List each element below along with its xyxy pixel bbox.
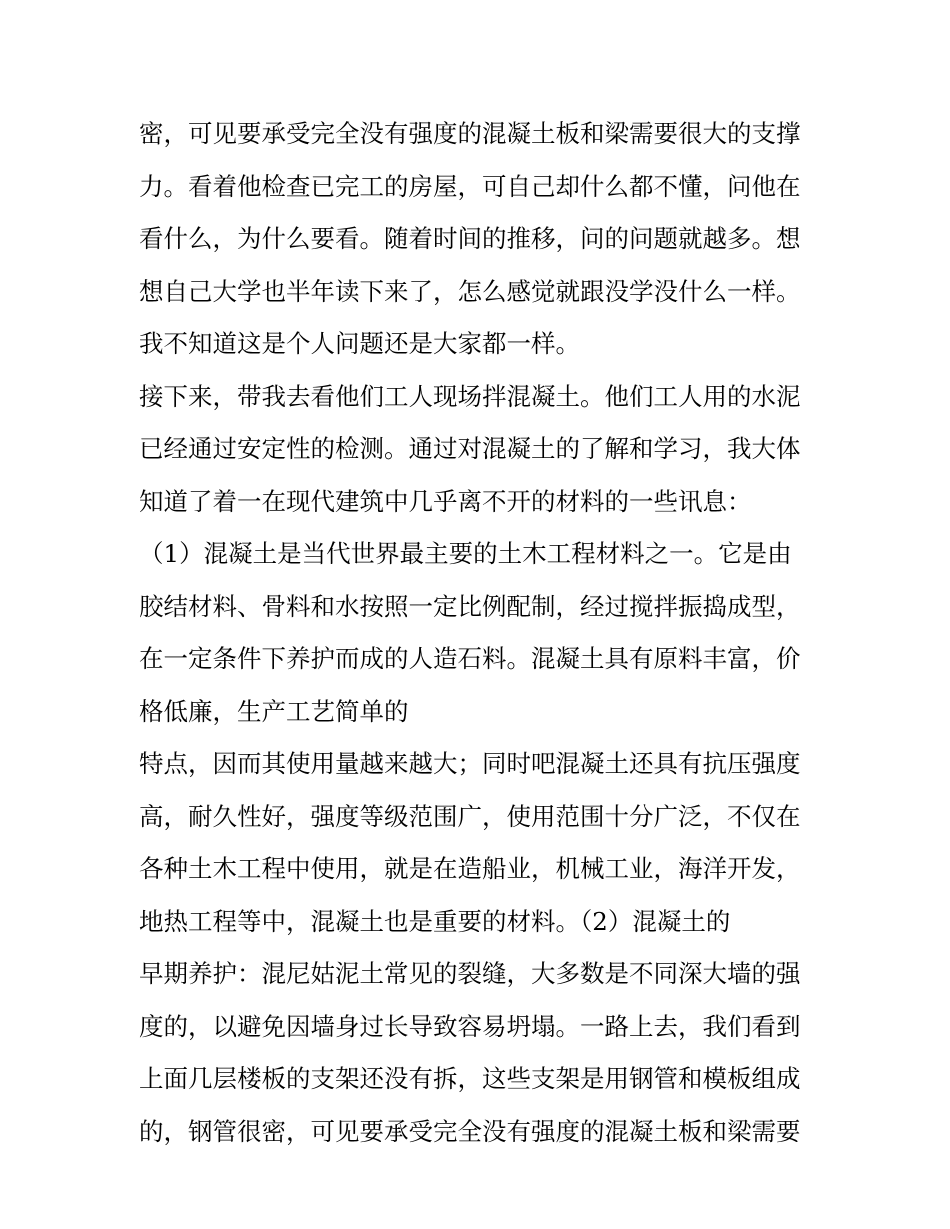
text-line: 接下来，带我去看他们工人现场拌混凝土。他们工人用的水泥: [139, 381, 801, 411]
text-line: 的，钢管很密，可见要承受完全没有强度的混凝土板和梁需要: [139, 1116, 801, 1146]
text-line: 特点，因而其使用量越来越大；同时吧混凝土还具有抗压强度: [139, 749, 801, 778]
text-line: 我不知道这是个人问题还是大家都一样。: [139, 329, 580, 358]
text-line: 看什么，为什么要看。随着时间的推移，问的问题就越多。想: [139, 224, 801, 253]
text-line: 格低廉，生产工艺简单的: [139, 696, 409, 726]
text-line: 在一定条件下养护而成的人造石料。混凝土具有原料丰富，价: [139, 644, 801, 673]
text-line: 想自己大学也半年读下来了，怎么感觉就跟没学没什么一样。: [139, 276, 801, 306]
text-line: 密，可见要承受完全没有强度的混凝土板和梁需要很大的支撑: [139, 119, 801, 148]
text-line: 已经通过安定性的检测。通过对混凝土的了解和学习，我大体: [139, 434, 801, 463]
text-line: 知道了着一在现代建筑中几乎离不开的材料的一些讯息：: [139, 486, 752, 516]
text-line: 地热工程等中，混凝土也是重要的材料。（2）混凝土的: [139, 906, 731, 936]
text-line: 早期养护：混尼姑泥土常见的裂缝，大多数是不同深大墙的强: [139, 959, 801, 988]
text-line: （1）混凝土是当代世界最主要的土木工程材料之一。它是由: [139, 539, 792, 568]
body-text: [139, 108, 819, 1158]
text-line: 各种土木工程中使用，就是在造船业，机械工业，海洋开发，: [139, 854, 801, 883]
text-line: 高，耐久性好，强度等级范围广，使用范围十分广泛，不仅在: [139, 801, 801, 831]
text-line: 上面几层楼板的支架还没有拆，这些支架是用钢管和模板组成: [139, 1064, 801, 1093]
text-line: 度的，以避免因墙身过长导致容易坍塌。一路上去，我们看到: [139, 1011, 801, 1041]
text-line: 力。看着他检查已完工的房屋，可自己却什么都不懂，问他在: [139, 171, 801, 201]
text-line: 胶结材料、骨料和水按照一定比例配制，经过搅拌振捣成型，: [139, 591, 801, 621]
